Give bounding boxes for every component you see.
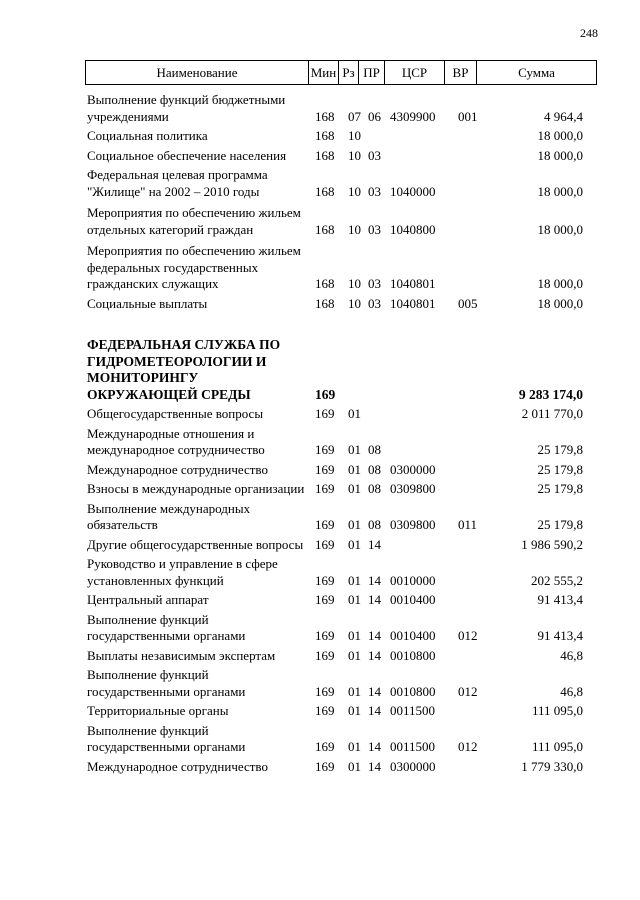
row-name: Международные отношения и международное сотрудничество [87,425,265,457]
row-name: Выполнение функций государственными органами [87,611,246,643]
table-row [85,481,597,498]
row-rz: 01 [348,481,361,496]
row-csr: 4309900 [390,108,436,124]
row-pr: 14 [368,739,381,754]
row-csr: 0010000 [390,572,436,588]
row-rz: 01 [348,739,361,754]
row-pr: 03 [368,295,381,311]
row-rz: 10 [348,295,361,311]
budget-table-body [85,92,597,778]
row-csr: 0010400 [390,628,436,643]
table-row [85,723,597,756]
row-rz: 10 [348,147,361,163]
row-sum: 18 000,0 [537,147,583,163]
table-row [85,501,597,534]
row-sum: 202 555,2 [531,572,583,588]
row-name: Другие общегосударственные вопросы [87,536,304,552]
row-rz: 10 [348,183,361,199]
row-csr: 0309800 [390,481,436,496]
table-row [85,243,597,293]
table-row [85,759,597,776]
row-csr: 0010800 [390,683,436,699]
row-pr: 08 [368,442,381,457]
row-sum: 25 179,8 [537,461,583,477]
row-min: 169 [315,628,335,643]
row-name: Выполнение функций государственными органами [87,722,246,754]
row-sum: 46,8 [560,683,583,699]
row-sum: 111 095,0 [531,739,583,754]
column-header-min: Мин [308,61,338,84]
page-number: 248 [580,26,598,40]
row-rz: 01 [348,683,361,699]
row-pr: 08 [368,481,381,496]
row-sum: 4 964,4 [544,108,583,124]
row-name: Международное сотрудничество [87,461,268,477]
row-vr: 011 [458,517,478,532]
table-row [85,128,597,145]
table-row [85,703,597,720]
row-min: 169 [315,517,335,532]
column-header-rz: Рз [338,61,358,84]
row-sum: 18 000,0 [537,276,583,291]
row-rz: 01 [348,461,361,477]
row-pr: 03 [368,147,381,163]
row-pr: 03 [368,183,381,199]
row-pr: 14 [368,536,381,552]
row-name: Мероприятия по обеспечению жильем федеральных государственных гражданских служащих [87,243,301,291]
row-name: Руководство и управление в сфере установленных функций [87,556,278,588]
row-sum: 25 179,8 [537,481,583,496]
row-min: 168 [315,183,335,199]
row-sum: 25 179,8 [537,442,583,457]
row-pr: 06 [368,108,381,124]
row-vr: 012 [458,628,478,643]
row-min: 169 [315,703,335,718]
table-row [85,462,597,479]
row-pr: 14 [368,592,381,607]
row-pr: 14 [368,647,381,663]
table-row [85,667,597,700]
table-row [85,612,597,645]
row-name: Общегосударственные вопросы [87,406,264,421]
table-row [85,556,597,589]
row-rz: 01 [348,442,361,457]
table-row [85,205,597,238]
row-name: Международное сотрудничество [87,758,268,774]
row-min: 168 [315,128,335,143]
row-name: Мероприятия по обеспечению жильем отдельных категорий граждан [87,205,301,237]
row-name: Выполнение международных обязательств [87,500,251,532]
row-min: 168 [315,221,335,237]
row-csr: 1040800 [390,221,436,237]
column-header-sum: Сумма [476,61,596,84]
row-pr: 14 [368,572,381,588]
row-sum: 1 986 590,2 [521,536,583,552]
row-vr: 005 [458,295,478,311]
row-min: 168 [315,276,335,291]
column-header-pr: ПР [358,61,384,84]
row-rz: 10 [348,128,361,143]
row-rz: 01 [348,647,361,663]
table-row [85,592,597,609]
row-name: Федеральная целевая программа "Жилище" на 2002 – 2010 годы [87,167,268,199]
row-min: 169 [315,592,335,607]
row-csr: 0011500 [390,703,436,718]
row-csr: 1040801 [390,276,436,291]
row-pr: 14 [368,703,381,718]
row-rz: 01 [348,572,361,588]
row-min: 169 [315,406,335,421]
row-pr: 08 [368,517,381,532]
agency-total-sum: 9 283 174,0 [518,386,583,402]
row-min: 169 [315,572,335,588]
row-min: 169 [315,461,335,477]
row-rz: 01 [348,517,361,532]
row-csr: 0011500 [390,739,436,754]
row-sum: 111 095,0 [531,703,583,718]
row-rz: 07 [348,108,361,124]
row-vr: 012 [458,739,478,754]
row-name: Выплаты независимым экспертам [87,647,276,663]
row-min: 169 [315,739,335,754]
table-row [85,92,597,125]
agency-row [85,337,597,403]
row-vr: 001 [458,108,478,124]
row-sum: 91 413,4 [537,628,583,643]
row-sum: 18 000,0 [537,183,583,199]
row-rz: 10 [348,276,361,291]
table-row [85,167,597,200]
row-name: Выполнение функций государственными органами [87,667,246,699]
row-rz: 01 [348,703,361,718]
row-csr: 0309800 [390,517,436,532]
row-rz: 01 [348,536,361,552]
row-rz: 01 [348,758,361,774]
row-pr: 14 [368,758,381,774]
row-pr: 14 [368,683,381,699]
row-sum: 2 011 770,0 [521,406,583,421]
row-min: 169 [315,481,335,496]
row-pr: 03 [368,221,381,237]
table-header [85,60,597,85]
row-csr: 1040801 [390,295,436,311]
row-min: 168 [315,295,335,311]
row-min: 169 [315,647,335,663]
table-row [85,148,597,165]
row-name: Социальное обеспечение населения [87,147,287,163]
row-name: Центральный аппарат [87,592,209,607]
row-name: Взносы в международные организации [87,481,305,496]
row-sum: 18 000,0 [537,295,583,311]
row-min: 169 [315,386,336,402]
row-vr: 012 [458,683,478,699]
row-sum: 25 179,8 [537,517,583,532]
row-sum: 1 779 330,0 [521,758,583,774]
table-row [85,296,597,313]
row-name: Выполнение функций бюджетными учреждениями [87,92,286,124]
row-rz: 01 [348,628,361,643]
column-header-vr: ВР [444,61,476,84]
row-pr: 14 [368,628,381,643]
row-min: 169 [315,758,335,774]
row-name: Социальная политика [87,128,208,143]
row-csr: 0300000 [390,758,436,774]
column-header-csr: ЦСР [384,61,444,84]
row-name: Социальные выплаты [87,295,208,311]
row-min: 169 [315,683,335,699]
row-name: Территориальные органы [87,703,229,718]
row-min: 168 [315,108,335,124]
row-csr: 1040000 [390,183,436,199]
row-sum: 91 413,4 [537,592,583,607]
row-min: 168 [315,147,335,163]
table-row [85,426,597,459]
row-rz: 10 [348,221,361,237]
column-header-name: Наименование [156,65,238,80]
agency-name: ФЕДЕРАЛЬНАЯ СЛУЖБА ПО ГИДРОМЕТЕОРОЛОГИИ И МОНИТОРИНГУ ОКРУЖАЮЩЕЙ СРЕДЫ [87,337,281,402]
table-row [85,537,597,554]
row-csr: 0010400 [390,592,436,607]
row-rz: 01 [348,592,361,607]
row-rz: 01 [348,406,361,421]
row-sum: 18 000,0 [537,221,583,237]
row-sum: 18 000,0 [537,128,583,143]
row-min: 169 [315,536,335,552]
row-csr: 0300000 [390,461,436,477]
table-row [85,648,597,665]
row-pr: 03 [368,276,381,291]
table-row [85,406,597,423]
row-min: 169 [315,442,335,457]
row-csr: 0010800 [390,647,436,663]
row-pr: 08 [368,461,381,477]
row-sum: 46,8 [560,647,583,663]
